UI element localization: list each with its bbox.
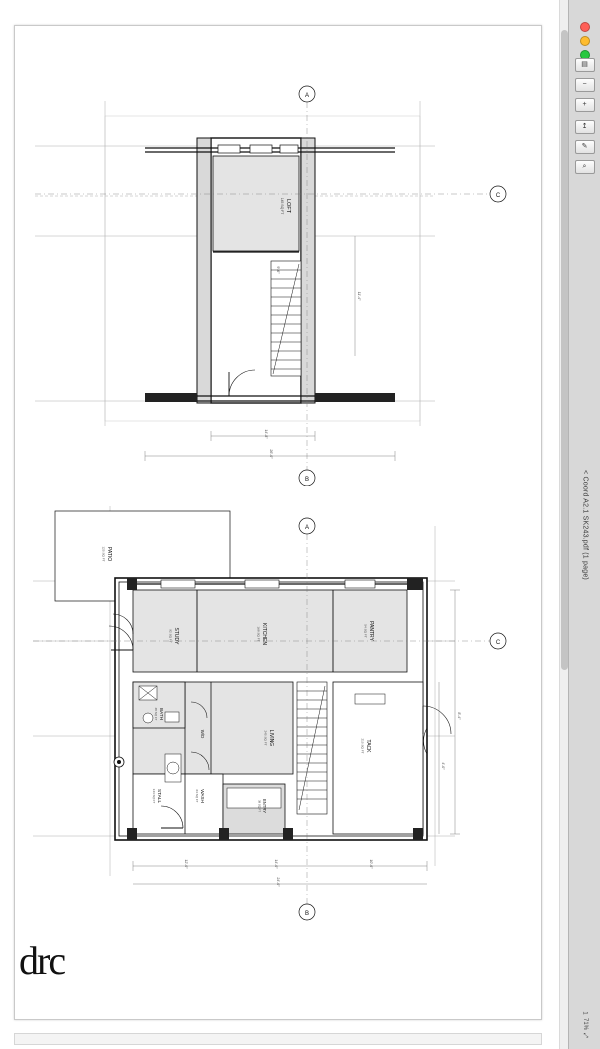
page-fit-icon[interactable]: ⤢: [581, 1033, 588, 1038]
svg-text:PANTRY: PANTRY: [368, 621, 374, 641]
svg-text:PATIO: PATIO: [106, 546, 112, 562]
svg-text:ENTRY: ENTRY: [262, 798, 267, 814]
svg-text:26'-0": 26'-0": [269, 449, 273, 459]
svg-text:11'-4": 11'-4": [357, 291, 361, 301]
svg-text:STUDY: STUDY: [173, 627, 179, 645]
svg-text:STALL: STALL: [156, 788, 161, 804]
markup-icon[interactable]: ✎: [575, 140, 595, 154]
scrollbar-thumb[interactable]: [561, 30, 568, 670]
search-icon[interactable]: ⌕: [575, 160, 595, 174]
share-icon[interactable]: ↥: [575, 120, 595, 134]
svg-text:B: B: [304, 911, 310, 917]
svg-text:4'-0": 4'-0": [441, 762, 445, 770]
svg-text:145 SQ FT: 145 SQ FT: [280, 197, 284, 215]
svg-text:210 SQ FT: 210 SQ FT: [360, 738, 365, 754]
zoom-in-icon[interactable]: +: [575, 98, 595, 112]
window-title: < Coord A2.1 SK243.pdf (1 page): [581, 469, 588, 580]
window-titlebar: [568, 0, 600, 1049]
svg-text:48 SQ FT: 48 SQ FT: [154, 707, 158, 721]
drawing-sheet: [14, 25, 542, 1020]
svg-text:168 SQ FT: 168 SQ FT: [256, 626, 261, 642]
svg-text:9'-6": 9'-6": [276, 266, 280, 274]
svg-text:54 SQ FT: 54 SQ FT: [363, 624, 368, 638]
svg-text:144 SQ FT: 144 SQ FT: [152, 788, 156, 804]
svg-text:A: A: [304, 93, 310, 99]
svg-text:W/D: W/D: [200, 729, 205, 739]
svg-text:14'-0": 14'-0": [274, 859, 278, 869]
svg-text:24'-0": 24'-0": [276, 877, 280, 887]
page-indicator[interactable]: 1: [581, 1011, 588, 1015]
svg-text:TACK: TACK: [365, 739, 371, 753]
minimize-button[interactable]: [580, 36, 590, 46]
page-bottom-edge: [14, 1033, 542, 1045]
sidebar-toggle-icon[interactable]: ▤: [575, 58, 595, 72]
svg-text:240 SQ FT: 240 SQ FT: [263, 730, 268, 746]
page-gutter: [0, 0, 14, 1049]
svg-text:10'-6": 10'-6": [369, 859, 373, 869]
svg-text:LOFT: LOFT: [285, 198, 291, 214]
toolbar-group-right[interactable]: [575, 120, 595, 174]
zoom-out-icon[interactable]: −: [575, 78, 595, 92]
svg-text:A: A: [304, 525, 310, 531]
svg-text:38 SQ FT: 38 SQ FT: [257, 799, 262, 813]
svg-text:WASH: WASH: [200, 789, 205, 803]
svg-text:LIVING: LIVING: [268, 729, 274, 747]
svg-text:120 SQ FT: 120 SQ FT: [101, 546, 106, 562]
svg-text:BATH: BATH: [159, 708, 164, 720]
close-button[interactable]: [580, 22, 590, 32]
upper-floor-plan: [15, 56, 542, 486]
svg-text:8'-4": 8'-4": [457, 712, 461, 720]
svg-text:C: C: [495, 640, 501, 646]
svg-text:92 SQ FT: 92 SQ FT: [168, 629, 173, 643]
status-bar[interactable]: [578, 1010, 590, 1039]
firm-logo: drc: [19, 938, 65, 983]
svg-text:12'-0": 12'-0": [184, 859, 188, 869]
svg-text:B: B: [304, 477, 310, 483]
svg-text:C: C: [495, 193, 501, 199]
vertical-scrollbar[interactable]: [559, 0, 568, 1049]
svg-text:14'-8": 14'-8": [264, 429, 268, 439]
window-controls[interactable]: [580, 22, 590, 60]
main-floor-plan: [15, 466, 542, 926]
zoom-level[interactable]: 71%: [581, 1017, 588, 1031]
svg-text:KITCHEN: KITCHEN: [261, 623, 267, 645]
toolbar-group-left[interactable]: [575, 58, 595, 112]
svg-text:64 SQ FT: 64 SQ FT: [195, 789, 199, 803]
